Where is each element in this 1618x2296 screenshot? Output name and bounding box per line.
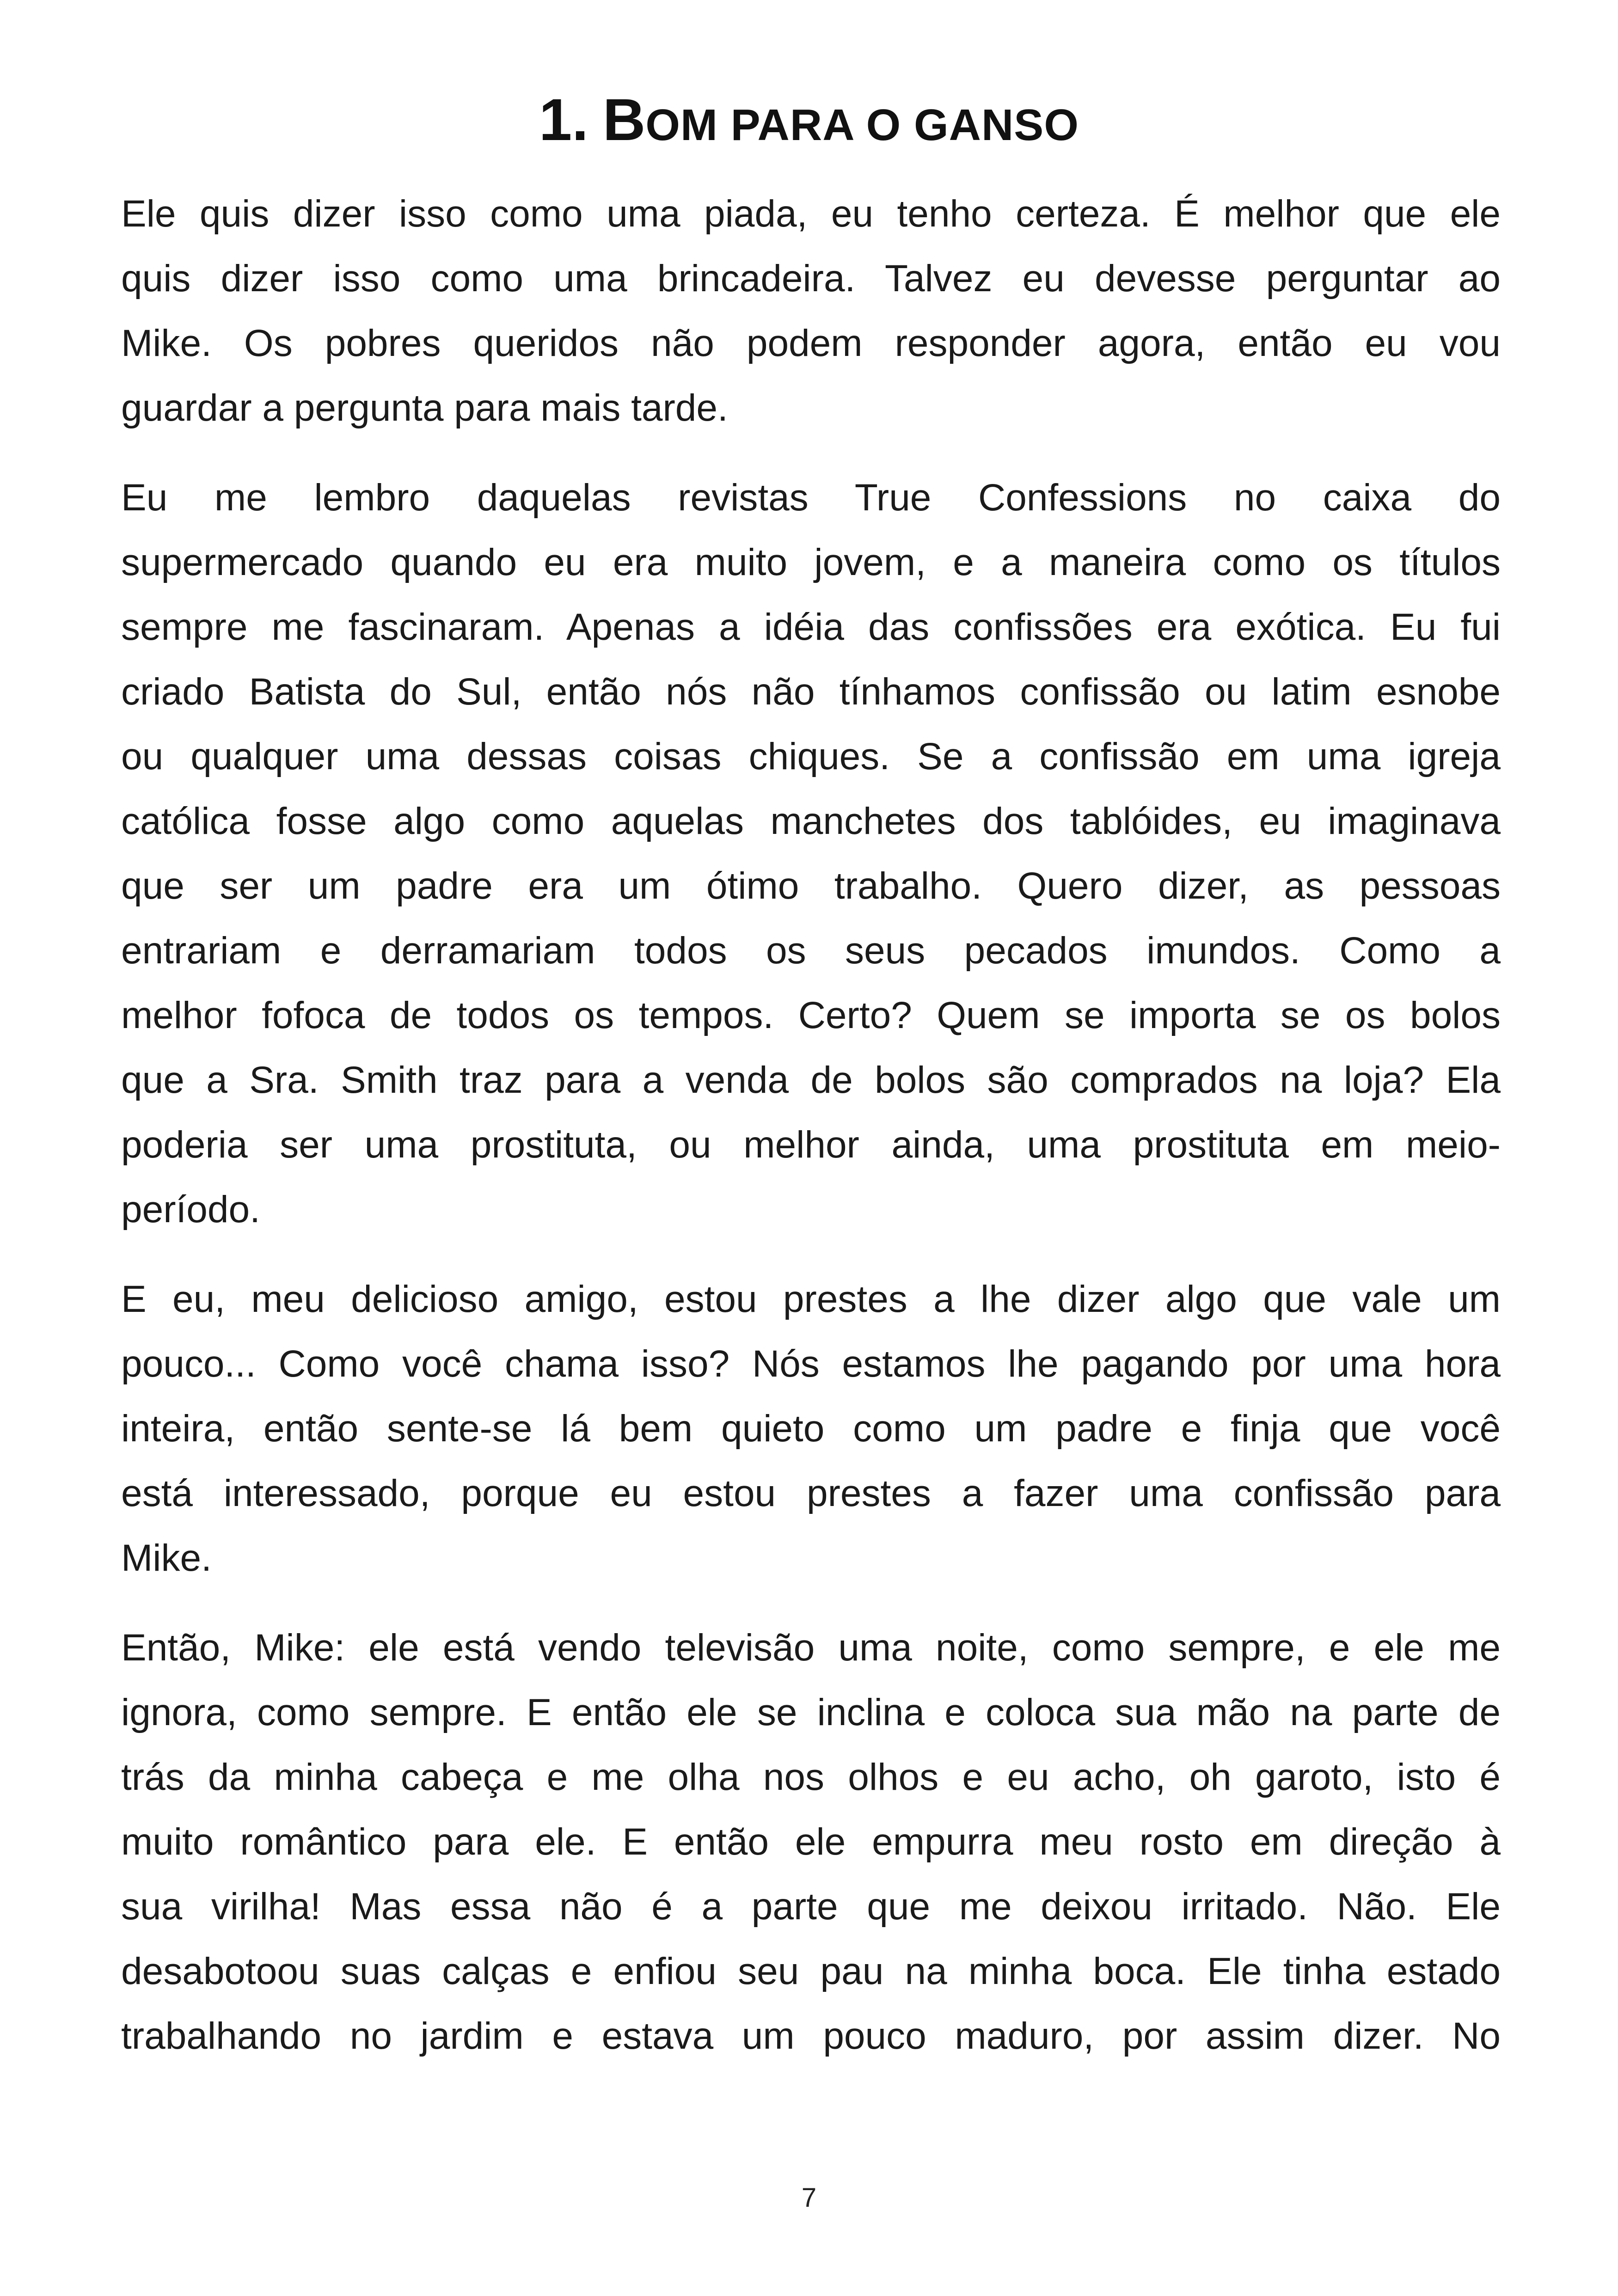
text-line: inteira, então sente-se lá bem quieto como um padre e finja que você	[121, 1408, 1501, 1450]
text-line: muito romântico para ele. E então ele empurra meu rosto em direção à	[121, 1821, 1501, 1863]
text-line: guardar a pergunta para mais tarde.	[121, 387, 728, 429]
text-line: Mike.	[121, 1537, 212, 1579]
text-line: católica fosse algo como aquelas manchetes dos tablóides, eu imaginava	[121, 800, 1501, 842]
paragraph	[121, 1267, 1501, 1591]
text-line: está interessado, porque eu estou prestes a fazer uma confissão para	[121, 1472, 1501, 1514]
text-line: desabotoou suas calças e enfiou seu pau na minha boca. Ele tinha estado	[121, 1950, 1501, 1992]
text-line: Mike. Os pobres queridos não podem responder agora, então eu vou	[121, 322, 1501, 364]
text-line: Eu me lembro daquelas revistas True Confessions no caixa do	[121, 477, 1501, 519]
body-text	[121, 182, 1501, 2094]
text-line: melhor fofoca de todos os tempos. Certo? Quem se importa se os bolos	[121, 994, 1501, 1036]
text-line: ou qualquer uma dessas coisas chiques. Se a confissão em uma igreja	[121, 735, 1501, 778]
paragraph	[121, 1616, 1501, 2069]
text-line: pouco... Como você chama isso? Nós estamos lhe pagando por uma hora	[121, 1343, 1501, 1385]
text-line: trás da minha cabeça e me olha nos olhos e eu acho, oh garoto, isto é	[121, 1756, 1501, 1798]
text-line: sempre me fascinaram. Apenas a idéia das confissões era exótica. Eu fui	[121, 606, 1501, 648]
text-line: sua virilha! Mas essa não é a parte que me deixou irritado. Não. Ele	[121, 1886, 1501, 1928]
paragraph	[121, 465, 1501, 1242]
text-line: E eu, meu delicioso amigo, estou prestes a lhe dizer algo que vale um	[121, 1278, 1501, 1320]
text-line: criado Batista do Sul, então nós não tínhamos confissão ou latim esnobe	[121, 671, 1501, 713]
text-line: supermercado quando eu era muito jovem, e a maneira como os títulos	[121, 541, 1501, 583]
text-line: quis dizer isso como uma brincadeira. Talvez eu devesse perguntar ao	[121, 257, 1501, 300]
text-line: ignora, como sempre. E então ele se inclina e coloca sua mão na parte de	[121, 1691, 1501, 1733]
chapter-title	[0, 86, 1618, 160]
text-line: que ser um padre era um ótimo trabalho. Quero dizer, as pessoas	[121, 865, 1501, 907]
text-line: período.	[121, 1188, 260, 1231]
chapter-number: 1.	[539, 87, 588, 153]
chapter-title-rest: OM PARA O GANSO	[645, 100, 1079, 150]
text-line: poderia ser uma prostituta, ou melhor ainda, uma prostituta em meio-	[121, 1124, 1501, 1166]
paragraph	[121, 182, 1501, 441]
page-number: 7	[801, 2183, 817, 2213]
text-line: Então, Mike: ele está vendo televisão uma noite, como sempre, e ele me	[121, 1627, 1501, 1669]
text-line: que a Sra. Smith traz para a venda de bolos são comprados na loja? Ela	[121, 1059, 1501, 1101]
text-line: entrariam e derramariam todos os seus pecados imundos. Como a	[121, 930, 1501, 972]
text-line: trabalhando no jardim e estava um pouco maduro, por assim dizer. No	[121, 2015, 1501, 2057]
chapter-title-initial: B	[602, 87, 646, 153]
text-line: Ele quis dizer isso como uma piada, eu tenho certeza. É melhor que ele	[121, 193, 1501, 235]
